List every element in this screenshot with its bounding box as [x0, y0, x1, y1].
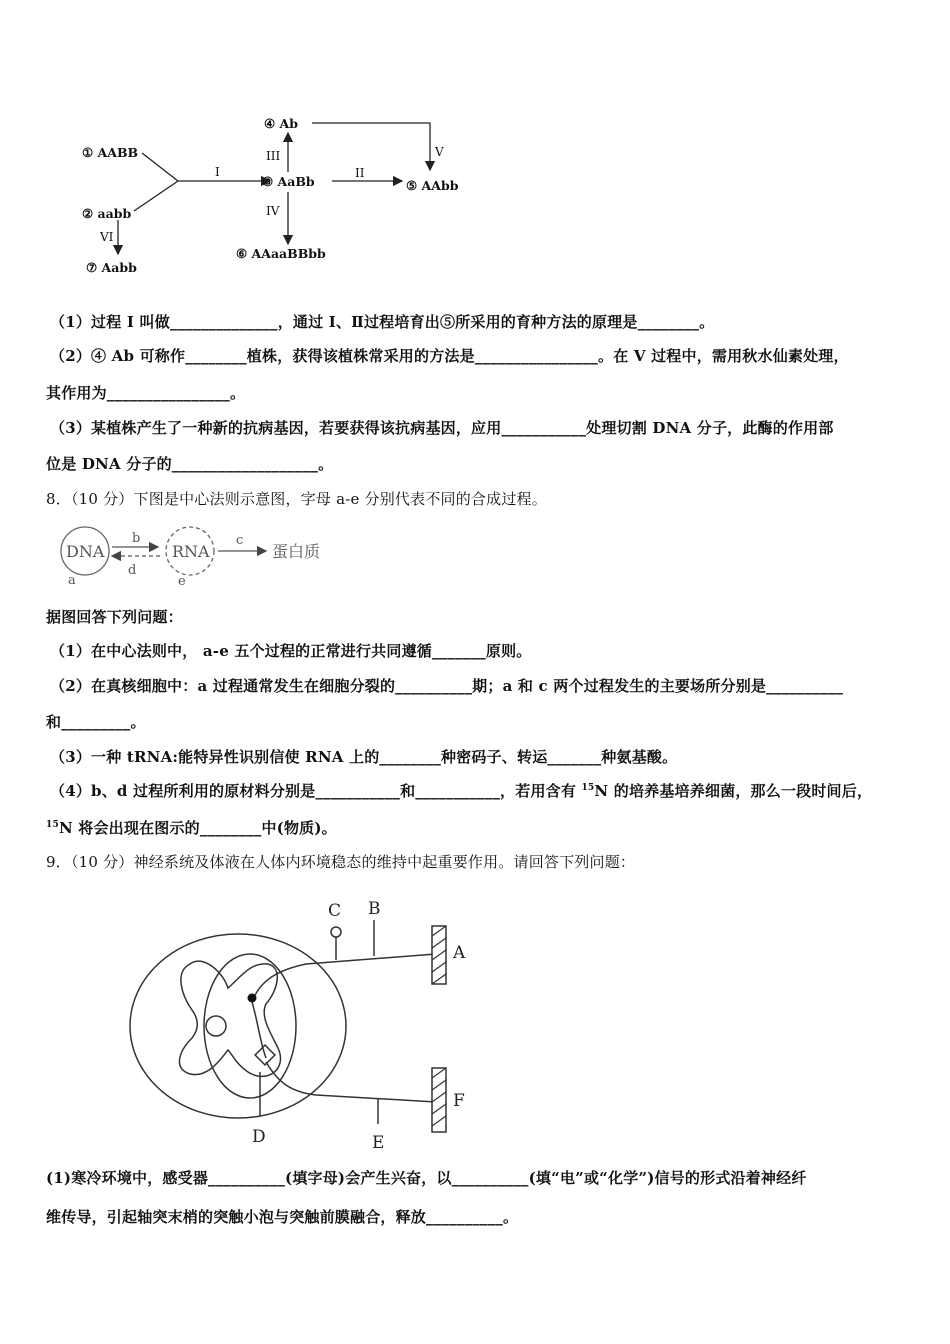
label-e: e — [178, 574, 186, 589]
q8-line-3: 和_________。 — [46, 713, 146, 731]
genotype-1: ① AABB — [82, 145, 139, 160]
label-a: a — [68, 573, 76, 588]
label-F: F — [453, 1091, 465, 1111]
neuron-body — [248, 994, 257, 1003]
process-V-arrow — [312, 123, 430, 170]
spinal-cord — [130, 934, 346, 1118]
q8-line-5: （4）b、d 过程所利用的原材料分别是___________和___________，若用含有 $^{15}$N 的培养基培养细菌，那么一段时间后， — [50, 782, 873, 800]
genotype-7: ⑦ Aabb — [86, 260, 137, 275]
q8-line-2: （2）在真核细胞中：a 过程通常发生在细胞分裂的__________期；a 和 c 两个过程发生的主要场所分别是__________ — [50, 677, 844, 695]
q7-line-3: 其作用为________________。 — [46, 384, 246, 402]
q9-title: 9．（10 分）神经系统及体液在人体内环境稳态的维持中起重要作用。请回答下列问题： — [46, 853, 636, 871]
q8-intro: 据图回答下列问题： — [46, 608, 183, 626]
genotype-4: ④ Ab — [264, 116, 298, 131]
q7-line-4: （3）某植株产生了一种新的抗病基因，若要获得该抗病基因，应用___________处理切割 DNA 分子，此酶的作用部 — [50, 419, 834, 437]
cross-line-lower — [134, 181, 178, 211]
synapse-region — [204, 954, 296, 1098]
label-III: III — [266, 149, 281, 163]
label-d: d — [128, 563, 137, 578]
label-A: A — [453, 943, 466, 963]
dna-label: DNA — [66, 542, 105, 561]
q8-line-1: （1）在中心法则中， a-e 五个过程的正常进行共同遵循_______原则。 — [50, 642, 532, 660]
q7-line-5: 位是 DNA 分子的___________________。 — [46, 455, 334, 473]
label-VI: VI — [100, 230, 114, 244]
afferent-nerve — [252, 954, 436, 1002]
q9-line-2: 维传导，引起轴突末梢的突触小泡与突触前膜融合，释放__________。 — [46, 1208, 519, 1226]
q7-line-1: （1）过程 I 叫做______________，通过 I、Ⅱ过程培育出⑤所采用的育种方法的原理是________。 — [50, 313, 715, 331]
label-b: b — [132, 531, 141, 546]
label-I: I — [215, 165, 220, 179]
label-C: C — [328, 901, 342, 921]
grey-matter — [179, 961, 280, 1076]
central-dogma-diagram — [50, 522, 350, 590]
genotype-6: ⑥ AAaaBBbb — [236, 246, 326, 261]
label-D: D — [252, 1127, 266, 1147]
protein-label: 蛋白质 — [272, 542, 321, 561]
q8-line-6: $^{15}$N 将会出现在图示的________中(物质)。 — [46, 819, 337, 837]
label-B: B — [368, 899, 381, 919]
electrode-C — [331, 927, 341, 937]
central-canal — [206, 1016, 226, 1036]
reflex-arc-diagram — [128, 892, 478, 1154]
genotype-3: ③ AaBb — [262, 174, 315, 189]
q8-title: 8．（10 分）下图是中心法则示意图，字母 a-e 分别代表不同的合成过程。 — [46, 490, 547, 508]
q8-line-4: （3）一种 tRNA:能特异性识别信使 RNA 上的________种密码子、转运_______种氨基酸。 — [50, 748, 678, 766]
q9-line-1: (1)寒冷环境中，感受器__________(填字母)会产生兴奋，以__________(填“电”或“化学”)信号的形式沿着神经纤 — [46, 1169, 807, 1187]
q7-line-2: （2）④ Ab 可称作________植株，获得该植株常采用的方法是________________。在 V 过程中，需用秋水仙素处理， — [50, 347, 849, 365]
label-c: c — [236, 533, 244, 548]
label-II: II — [355, 166, 365, 180]
label-V: V — [435, 145, 444, 159]
rna-label: RNA — [172, 542, 210, 561]
label-IV: IV — [266, 204, 280, 218]
breeding-diagram — [70, 108, 490, 283]
genotype-2: ② aabb — [82, 206, 132, 221]
genotype-5: ⑤ AAbb — [406, 178, 459, 193]
efferent-nerve — [266, 1062, 436, 1102]
cross-line-upper — [142, 153, 178, 181]
label-E: E — [372, 1133, 385, 1153]
